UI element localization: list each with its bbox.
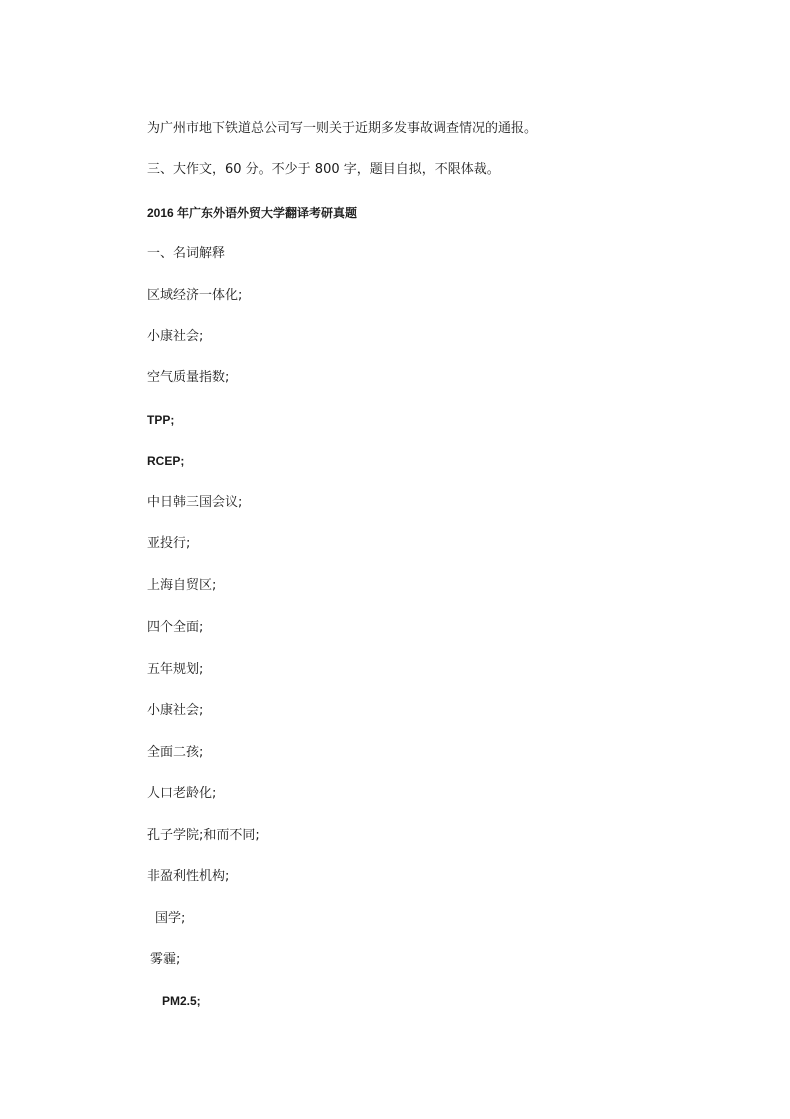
section-heading: 一、名词解释	[147, 246, 226, 261]
term-item: 国学;	[155, 911, 186, 926]
essay-instruction: 三、大作文，60 分。不少于 800 字，题目自拟，不限体裁。	[147, 162, 500, 177]
term-item: TPP;	[147, 413, 175, 427]
term-item: 人口老龄化;	[147, 786, 217, 801]
intro-line: 为广州市地下铁道总公司写一则关于近期多发事故调查情况的通报。	[147, 121, 538, 136]
term-item: 孔子学院;和而不同;	[147, 828, 260, 843]
term-item: PM2.5;	[162, 994, 201, 1008]
term-item: 上海自贸区;	[147, 578, 217, 593]
term-item: 区域经济一体化;	[147, 288, 243, 303]
term-item: 五年规划;	[147, 662, 204, 677]
term-item: 亚投行;	[147, 536, 191, 551]
term-item: 小康社会;	[147, 329, 204, 344]
term-item: 中日韩三国会议;	[147, 495, 243, 510]
exam-title: 2016 年广东外语外贸大学翻译考研真题	[147, 206, 358, 220]
term-item: 四个全面;	[147, 620, 204, 635]
term-item: 雾霾;	[150, 952, 181, 967]
term-item: 空气质量指数;	[147, 370, 230, 385]
term-item: 小康社会;	[147, 703, 204, 718]
term-item: RCEP;	[147, 454, 185, 468]
term-item: 非盈利性机构;	[147, 869, 230, 884]
term-item: 全面二孩;	[147, 745, 204, 760]
